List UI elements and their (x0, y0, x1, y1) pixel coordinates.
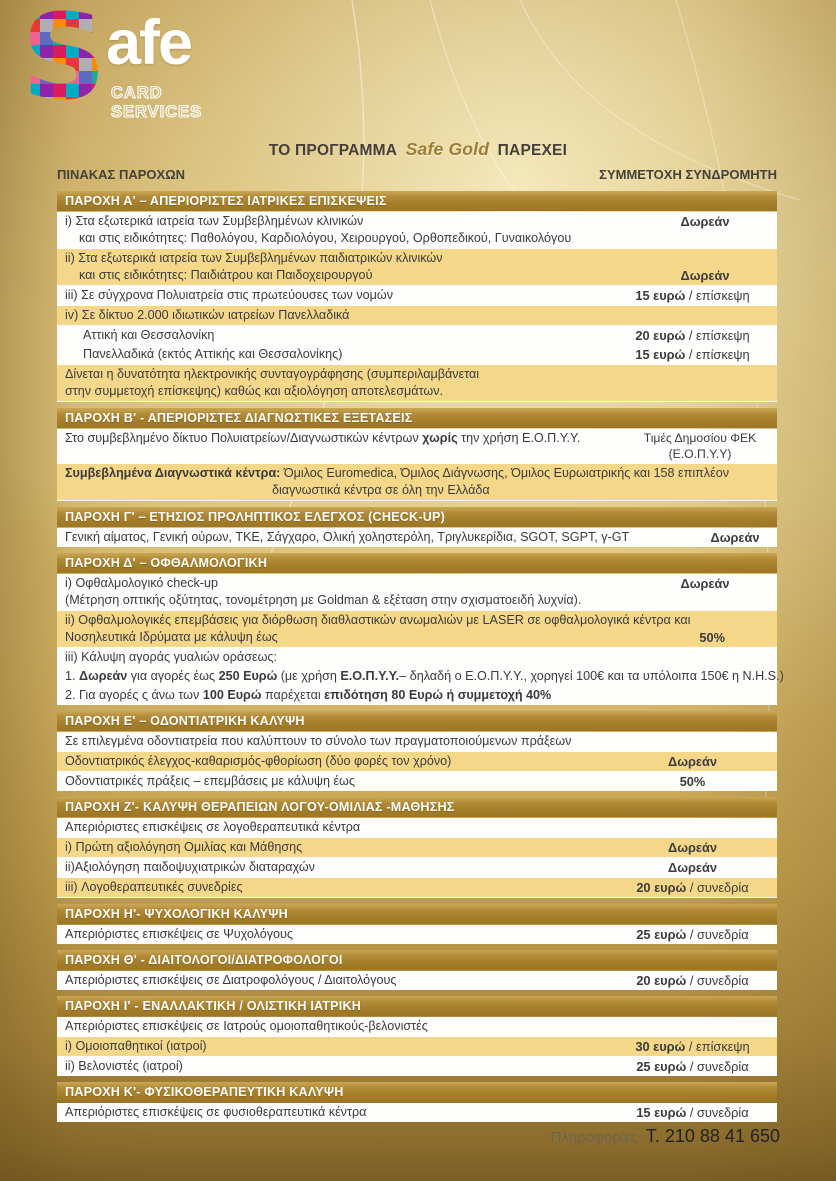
text-segment: Οδοντιατρικές πράξεις – επεμβάσεις με κάλυψη έως (65, 774, 355, 788)
column-header-benefits: ΠΙΝΑΚΑΣ ΠΑΡΟΧΩΝ (57, 167, 186, 182)
benefit-text (57, 366, 777, 400)
value-unit: / συνεδρία (686, 1105, 749, 1120)
benefit-row (57, 248, 777, 286)
text-segment: Απεριόριστες επισκέψεις σε Ψυχολόγους (65, 927, 294, 941)
benefit-row (57, 326, 777, 345)
benefit-row (57, 686, 777, 705)
title-brand: Safe Gold (405, 139, 490, 159)
value-amount: 20 ευρώ (636, 973, 687, 988)
footer-phone-number: Τ. 210 88 41 650 (645, 1126, 780, 1146)
logo-wordmark: afe (106, 8, 192, 78)
page-title (0, 139, 836, 160)
benefit-section-TH (57, 950, 777, 990)
benefit-row (57, 610, 777, 648)
section-header-bar: ΠΑΡΟΧΗ Θ' - ΔΙΑΙΤΟΛΟΓΟΙ/ΔΙΑΤΡΟΦΟΛΟΓΟΙ (57, 950, 777, 970)
benefit-row (57, 751, 777, 772)
benefit-text (57, 327, 608, 344)
benefit-text (57, 1038, 608, 1055)
benefit-text-line (65, 327, 600, 344)
benefit-text-line (65, 213, 625, 230)
benefit-text (57, 287, 608, 304)
benefit-text (57, 773, 608, 790)
text-segment: Απεριόριστες επισκέψεις σε φυσιοθεραπευτικά κέντρα (65, 1105, 367, 1119)
footer-info (550, 1126, 780, 1147)
benefit-text (57, 529, 693, 546)
benefit-text (57, 839, 608, 856)
text-segment: Πανελλαδικά (εκτός Αττικής και Θεσσαλονίκης) (83, 347, 343, 361)
benefit-text (57, 575, 633, 609)
benefit-text-line (65, 859, 600, 876)
benefit-section-D (57, 553, 784, 705)
text-segment: iii) Κάλυψη αγοράς γυαλιών οράσεως: (65, 650, 277, 664)
benefit-text (57, 859, 608, 876)
benefit-text-line (65, 1038, 600, 1055)
benefit-text-line (65, 529, 685, 546)
benefit-text (57, 972, 608, 989)
benefit-text-line (65, 250, 625, 267)
text-segment: επιδότηση 80 Ευρώ ή συμμετοχή 40% (324, 688, 552, 702)
value-amount: Δωρεάν (668, 860, 717, 875)
benefit-value (633, 213, 777, 230)
value-amount: Δωρεάν (680, 268, 730, 283)
benefit-row (57, 837, 777, 858)
section-rows (57, 574, 784, 705)
benefit-row (57, 667, 784, 686)
benefit-text-line (65, 366, 769, 383)
title-pre: ΤΟ ΠΡΟΓΡΑΜΜΑ (268, 142, 398, 159)
section-header-bar: ΠΑΡΟΧΗ Β' - ΑΠΕΡΙΟΡΙΣΤΕΣ ΔΙΑΓΝΩΣΤΙΚΕΣ ΕΞΕΤΑΣΕΙΣ (57, 408, 777, 428)
section-rows (57, 1103, 777, 1122)
value-amount: 25 ευρώ (636, 1059, 687, 1074)
section-header-bar: ΠΑΡΟΧΗ Ε' – ΟΔΟΝΤΙΑΤΡΙΚΗ ΚΑΛΥΨΗ (57, 711, 777, 731)
text-segment: ii) Βελονιστές (ιατροί) (65, 1059, 183, 1073)
benefit-value (608, 879, 777, 896)
benefit-text-line (65, 287, 600, 304)
benefit-text (57, 926, 608, 943)
benefit-value (693, 529, 777, 546)
benefit-value (633, 575, 777, 592)
value-unit: / συνεδρία (686, 973, 749, 988)
benefit-value: 50% (699, 630, 725, 645)
benefit-value (608, 839, 777, 856)
title-post: ΠΑΡΕΧΕΙ (497, 142, 568, 159)
benefit-text-line (65, 879, 600, 896)
benefit-text-line (65, 668, 784, 685)
benefit-value (608, 753, 777, 770)
section-rows (57, 1017, 777, 1076)
text-segment: και στις ειδικότητες: Παιδιάτρου και Παιδοχειρουργού (79, 268, 373, 282)
benefit-text-line (65, 230, 625, 247)
benefit-text-line (65, 465, 769, 482)
benefit-text (57, 753, 608, 770)
benefit-row (57, 648, 777, 667)
text-segment: Δωρεάν (79, 669, 128, 683)
value-amount: 15 ευρώ (635, 288, 686, 303)
benefit-value (608, 346, 777, 363)
benefit-text (57, 1058, 608, 1075)
text-segment: χωρίς (422, 431, 458, 445)
section-rows (57, 528, 777, 547)
text-segment: Όμιλος Euromedica, Όμιλος Διάγνωσης, Όμιλος Ευρωιατρικής και 158 επιπλέον (280, 466, 730, 480)
benefit-value (623, 430, 777, 462)
text-segment: Απεριόριστες επισκέψεις σε Διατροφολόγους / Διαιτολόγους (65, 973, 397, 987)
benefit-text-line (65, 575, 625, 592)
benefit-text-line (65, 839, 600, 856)
benefit-row (57, 1103, 777, 1122)
text-segment: την χρήση Ε.Ο.Π.Υ.Υ. (457, 431, 581, 445)
benefit-row (57, 877, 777, 898)
benefit-text-line (65, 1018, 769, 1035)
text-segment: παρέχεται (261, 688, 325, 702)
benefit-text (57, 668, 784, 685)
benefit-row (57, 364, 777, 402)
benefit-text (57, 733, 777, 750)
value-unit: / επίσκεψη (685, 347, 750, 362)
text-segment: i) Στα εξωτερικά ιατρεία των Συμβεβλημένων κλινικών (65, 214, 364, 228)
value-amount: Δωρεάν (680, 576, 730, 591)
value-amount: Δωρεάν (680, 214, 730, 229)
benefit-text (57, 687, 777, 704)
text-segment: Σε επιλεγμένα οδοντιατρεία που καλύπτουν το σύνολο των πραγματοποιούμενων πράξεων (65, 734, 572, 748)
text-segment: Νοσηλευτικά Ιδρύματα με κάλυψη έως (65, 630, 278, 644)
benefit-value (608, 1058, 777, 1075)
value-amount: 30 ευρώ (635, 1039, 686, 1054)
text-segment: Στο συμβεβλημένο δίκτυο Πολυιατρείων/Διαγνωστικών κέντρων (65, 431, 423, 445)
text-segment: i) Ομοιοπαθητικοί (ιατροί) (65, 1039, 207, 1053)
text-segment: 2. Για αγορές ς άνω των (65, 688, 203, 702)
value-line: (Ε.Ο.Π.Υ.Υ) (668, 447, 732, 461)
benefit-value (608, 287, 777, 304)
text-segment: Ε.Ο.Π.Υ.Υ. (340, 669, 400, 683)
benefit-section-E (57, 711, 777, 791)
benefit-value (633, 267, 777, 284)
text-segment: Γενική αίματος, Γενική ούρων, ΤΚΕ, Σάγχαρο, Ολική χοληστερόλη, Τριγλυκερίδια, SGOT, SGPT, γ-GT (65, 530, 630, 544)
value-unit: / συνεδρία (686, 1059, 749, 1074)
value-unit: / επίσκεψη (685, 1039, 750, 1054)
benefit-row (57, 286, 777, 305)
benefit-text-line (65, 972, 600, 989)
benefit-section-A (57, 191, 777, 402)
benefit-text (57, 250, 633, 284)
benefit-text-line (65, 307, 769, 324)
text-segment: 1. (65, 669, 80, 683)
benefit-text-line (65, 383, 769, 400)
benefit-row (57, 429, 777, 463)
text-segment: iii) Λογοθεραπευτικές συνεδρίες (65, 880, 243, 894)
text-segment: Δίνεται η δυνατότητα ηλεκτρονικής συνταγογράφησης (συμπεριλαμβάνεται (65, 367, 480, 381)
benefit-section-Z (57, 797, 777, 898)
benefit-text (57, 879, 608, 896)
value-amount: 20 ευρώ (636, 880, 687, 895)
benefit-section-I (57, 996, 777, 1076)
benefit-value (608, 327, 777, 344)
value-amount: Δωρεάν (668, 754, 717, 769)
svg-text:S: S (21, 6, 107, 110)
value-line: Τιμές Δημοσίου ΦΕΚ (643, 431, 757, 445)
benefit-row (57, 971, 777, 990)
benefit-row (57, 463, 777, 501)
text-segment: i) Πρώτη αξιολόγηση Ομιλίας και Μάθησης (65, 840, 303, 854)
safe-card-services-logo (12, 4, 242, 121)
benefit-section-B (57, 408, 777, 501)
text-segment: 250 Ευρώ (218, 669, 278, 683)
benefits-table (57, 191, 784, 1128)
text-segment: iii) Σε σύγχρονα Πολυιατρεία στις πρωτεύουσες των νομών (65, 288, 394, 302)
benefit-text-line (65, 926, 600, 943)
column-headers (57, 167, 777, 182)
text-segment: ii) Στα εξωτερικά ιατρεία των Συμβεβλημένων παιδιατρικών κλινικών (65, 251, 443, 265)
value-unit: / επίσκεψη (685, 328, 750, 343)
section-rows (57, 971, 777, 990)
text-segment: ii) Οφθαλμολογικές επεμβάσεις για διόρθωση διαθλαστικών ανωμαλιών με LASER σε οφθαλμολογικά κέντρα και (65, 613, 691, 627)
value-amount: Δωρεάν (668, 840, 717, 855)
value-unit: / συνεδρία (686, 927, 749, 942)
benefit-text (57, 213, 633, 247)
benefit-row (57, 772, 777, 791)
value-amount: 20 ευρώ (635, 328, 686, 343)
text-segment: Απεριόριστες επισκέψεις σε λογοθεραπευτικά κέντρα (65, 820, 361, 834)
benefit-text (57, 819, 777, 836)
benefit-section-C (57, 507, 777, 547)
benefit-value (608, 1104, 777, 1121)
benefit-text (57, 307, 777, 324)
section-rows (57, 429, 777, 501)
benefit-text (57, 612, 777, 646)
benefit-row (57, 305, 777, 326)
section-header-bar: ΠΑΡΟΧΗ Γ' – ΕΤΗΣΙΟΣ ΠΡΟΛΗΠΤΙΚΟΣ ΕΛΕΓΧΟΣ (CHECK-UP) (57, 507, 777, 527)
benefit-section-K (57, 1082, 777, 1122)
value-unit: / επίσκεψη (685, 288, 750, 303)
value-amount: 15 ευρώ (636, 1105, 687, 1120)
text-segment: Αττική και Θεσσαλονίκη (83, 328, 215, 342)
benefit-row (57, 345, 777, 364)
benefit-text (57, 346, 608, 363)
benefit-text-line (65, 430, 615, 447)
text-segment: Συμβεβλημένα Διαγνωστικά κέντρα: (65, 466, 281, 480)
section-rows (57, 212, 777, 402)
section-rows (57, 818, 777, 898)
value-amount: Δωρεάν (710, 530, 760, 545)
benefit-text-line (65, 1058, 600, 1075)
section-rows (57, 732, 777, 791)
benefit-row (57, 818, 777, 837)
text-segment: στην συμμετοχή επίσκεψης) καθώς και αξιολόγηση αποτελεσμάτων. (65, 384, 444, 398)
benefit-text-line (65, 592, 625, 609)
column-header-participation: ΣΥΜΜΕΤΟΧΗ ΣΥΝΔΡΟΜΗΤΗ (599, 167, 777, 182)
benefit-text (57, 649, 777, 666)
benefit-text-line (65, 819, 769, 836)
benefit-value (608, 859, 777, 876)
benefit-text-line (65, 612, 769, 629)
footer-info-label: Πληροφορίες (550, 1129, 638, 1146)
benefit-text (57, 1018, 777, 1035)
benefit-text (57, 465, 777, 499)
benefit-row (57, 732, 777, 751)
benefit-value (608, 773, 777, 790)
benefit-text-line (65, 687, 769, 704)
benefit-row (57, 574, 777, 610)
benefit-text (57, 430, 623, 447)
benefit-row (57, 858, 777, 877)
logo-subtitle: CARD SERVICES (111, 84, 203, 121)
section-rows (57, 925, 777, 944)
text-segment: iv) Σε δίκτυο 2.000 ιδιωτικών ιατρείων Πανελλαδικά (65, 308, 350, 322)
benefit-text-line (65, 267, 625, 284)
benefit-row (57, 925, 777, 944)
benefit-row (57, 212, 777, 248)
text-segment: i) Οφθαλμολογικό check-up (65, 576, 219, 590)
benefit-text-line (65, 346, 600, 363)
benefit-text (57, 1104, 608, 1121)
section-header-bar: ΠΑΡΟΧΗ Ζ'- ΚΑΛΥΨΗ ΘΕΡΑΠΕΙΩΝ ΛΟΓΟΥ-ΟΜΙΛΙΑΣ -ΜΑΘΗΣΗΣ (57, 797, 777, 817)
text-segment: για αγορές έως (127, 669, 219, 683)
text-segment: διαγνωστικά κέντρα σε όλη την Ελλάδα (272, 483, 490, 497)
text-segment: 100 Ευρώ (202, 688, 262, 702)
benefit-row (57, 1036, 777, 1057)
benefit-text-line (65, 753, 600, 770)
text-segment: Οδοντιατρικός έλεγχος-καθαρισμός-φθορίωση (δύο φορές τον χρόνο) (65, 754, 452, 768)
value-amount: 15 ευρώ (635, 347, 686, 362)
section-header-bar: ΠΑΡΟΧΗ Α' – ΑΠΕΡΙΟΡΙΣΤΕΣ ΙΑΤΡΙΚΕΣ ΕΠΙΣΚΕΨΕΙΣ (57, 191, 777, 211)
text-segment: (με χρήση (277, 669, 341, 683)
benefit-row (57, 1017, 777, 1036)
benefit-row (57, 1057, 777, 1076)
section-header-bar: ΠΑΡΟΧΗ Δ' – ΟΦΘΑΛΜΟΛΟΓΙΚΗ (57, 553, 777, 573)
text-segment: (Μέτρηση οπτικής οξύτητας, τονομέτρηση με Goldman & εξέταση στην σχισματοειδή λυχνία). (65, 593, 582, 607)
value-amount: 25 ευρώ (636, 927, 687, 942)
section-header-bar: ΠΑΡΟΧΗ Η'- ΨΥΧΟΛΟΓΙΚΗ ΚΑΛΥΨΗ (57, 904, 777, 924)
benefit-text-line (65, 629, 769, 646)
benefit-text-line (65, 733, 769, 750)
benefit-text-line (65, 1104, 600, 1121)
mosaic-s-icon (14, 6, 114, 110)
benefit-value (608, 926, 777, 943)
section-header-bar: ΠΑΡΟΧΗ Ι' - ΕΝΑΛΛΑΚΤΙΚΗ / ΟΛΙΣΤΙΚΗ ΙΑΤΡΙΚΗ (57, 996, 777, 1016)
benefit-value (608, 972, 777, 989)
benefit-text-line (65, 773, 600, 790)
text-segment: και στις ειδικότητες: Παθολόγου, Καρδιολόγου, Χειρουργού, Ορθοπεδικού, Γυναικολόγου (79, 231, 572, 245)
text-segment: ii)Αξιολόγηση παιδοψυχιατρικών διαταραχών (65, 860, 315, 874)
benefit-text-line (65, 649, 769, 666)
section-header-bar: ΠΑΡΟΧΗ Κ'- ΦΥΣΙΚΟΘΕΡΑΠΕΥΤΙΚΗ ΚΑΛΥΨΗ (57, 1082, 777, 1102)
benefit-value (608, 1038, 777, 1055)
benefit-section-H (57, 904, 777, 944)
value-unit: / συνεδρία (686, 880, 749, 895)
text-segment: Απεριόριστες επισκέψεις σε Ιατρούς ομοιοπαθητικούς-βελονιστές (65, 1019, 428, 1033)
value-amount: 50% (679, 774, 706, 789)
text-segment: – δηλαδή ο Ε.Ο.Π.Υ.Υ., χορηγεί 100€ και τα υπόλοιπα 150€ η N.H.S.) (399, 669, 784, 683)
benefit-row (57, 528, 777, 547)
benefit-text-line (65, 482, 769, 499)
